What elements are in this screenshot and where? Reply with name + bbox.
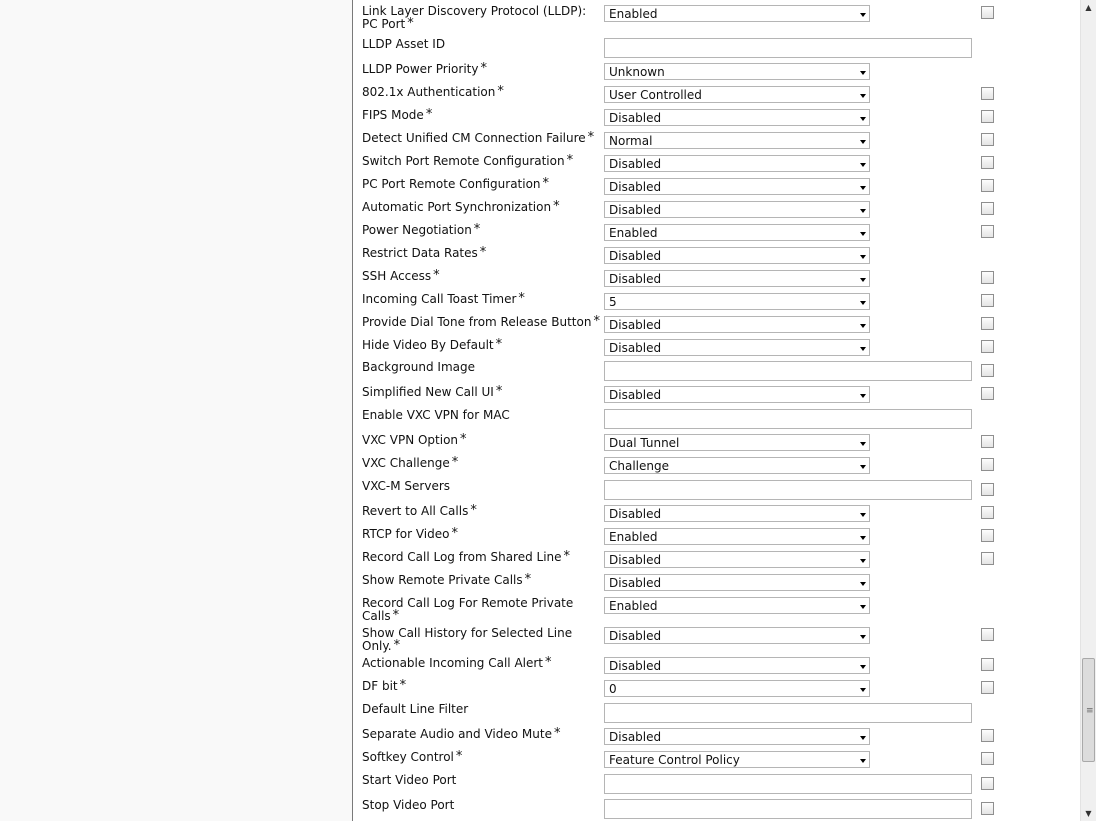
field-label [362, 178, 602, 191]
override-checkbox[interactable] [981, 133, 994, 146]
chevron-down-icon[interactable] [860, 736, 866, 740]
override-checkbox[interactable] [981, 752, 994, 765]
chevron-down-icon[interactable] [860, 688, 866, 692]
required-asterisk: * [433, 268, 440, 283]
scrollbar-thumb[interactable] [1082, 658, 1095, 762]
dropdown-select[interactable] [604, 293, 870, 310]
field-label [362, 316, 602, 329]
field-label-text: Softkey Control [362, 750, 454, 764]
required-asterisk: * [407, 16, 414, 31]
dropdown-value: Enabled [609, 7, 658, 21]
dropdown-select[interactable] [604, 155, 870, 172]
field-label [362, 457, 602, 470]
field-label-text: Show Remote Private Calls [362, 573, 523, 587]
dropdown-select[interactable] [604, 86, 870, 103]
field-label [362, 132, 602, 145]
required-asterisk: * [542, 176, 550, 191]
dropdown-select[interactable] [604, 627, 870, 644]
dropdown-value: Disabled [609, 318, 662, 332]
override-checkbox[interactable] [981, 110, 994, 123]
field-label [362, 201, 602, 214]
field-label-text: Provide Dial Tone from Release Button [362, 315, 592, 329]
field-label-text: PC Port Remote Configuration [362, 177, 541, 191]
field-label [362, 63, 602, 76]
field-label [362, 270, 602, 283]
field-label [362, 728, 602, 741]
dropdown-value: Disabled [609, 507, 662, 521]
override-checkbox[interactable] [981, 658, 994, 671]
field-label [362, 480, 602, 493]
required-asterisk: * [451, 526, 458, 541]
chevron-down-icon[interactable] [860, 536, 866, 540]
dropdown-select[interactable] [604, 5, 870, 22]
override-checkbox[interactable] [981, 179, 994, 192]
chevron-down-icon[interactable] [860, 394, 866, 398]
field-label-text: Actionable Incoming Call Alert [362, 656, 544, 670]
required-asterisk: * [479, 245, 487, 260]
dropdown-value: Disabled [609, 249, 662, 263]
field-label [362, 751, 602, 764]
field-label [362, 657, 602, 670]
override-checkbox[interactable] [981, 435, 994, 448]
text-input[interactable] [604, 799, 972, 819]
field-label-text: Show Call History for Selected Line Only. [362, 626, 573, 653]
chevron-down-icon[interactable] [860, 94, 866, 98]
required-asterisk: * [455, 749, 463, 764]
field-label-text: FIPS Mode [362, 108, 424, 122]
field-label [362, 361, 602, 374]
dropdown-value: Unknown [609, 65, 665, 79]
dropdown-select[interactable] [604, 63, 870, 80]
field-label-text: Stop Video Port [362, 798, 455, 812]
field-label-text: Record Call Log For Remote Private Calls [362, 596, 574, 623]
chevron-down-icon[interactable] [860, 605, 866, 609]
field-label-text: Detect Unified CM Connection Failure [362, 131, 586, 145]
chevron-down-icon[interactable] [860, 582, 866, 586]
dropdown-select[interactable] [604, 386, 870, 403]
dropdown-value: Disabled [609, 157, 662, 171]
dropdown-select[interactable] [604, 728, 870, 745]
field-label-text: Start Video Port [362, 773, 457, 787]
override-checkbox[interactable] [981, 777, 994, 790]
field-label [362, 505, 602, 518]
chevron-down-icon[interactable] [860, 232, 866, 236]
field-label [362, 86, 602, 99]
field-label-text: Incoming Call Toast Timer [362, 292, 517, 306]
dropdown-value: Disabled [609, 203, 662, 217]
required-asterisk: * [566, 153, 574, 168]
dropdown-select[interactable] [604, 528, 870, 545]
dropdown-value: Enabled [609, 530, 658, 544]
dropdown-select[interactable] [604, 132, 870, 149]
chevron-down-icon[interactable] [860, 117, 866, 121]
required-asterisk: * [518, 291, 525, 306]
field-label-text: Enable VXC VPN for MAC [362, 408, 510, 422]
field-label [362, 386, 602, 399]
chevron-down-icon[interactable] [860, 140, 866, 144]
text-input[interactable] [604, 774, 972, 794]
override-checkbox[interactable] [981, 294, 994, 307]
override-checkbox[interactable] [981, 87, 994, 100]
field-label [362, 680, 602, 693]
dropdown-select[interactable] [604, 574, 870, 591]
field-label [362, 38, 602, 51]
dropdown-value: Disabled [609, 180, 662, 194]
override-checkbox[interactable] [981, 729, 994, 742]
field-label [362, 109, 602, 122]
field-label-text: Simplified New Call UI [362, 385, 494, 399]
field-label-text: Automatic Port Synchronization [362, 200, 552, 214]
required-asterisk: * [524, 572, 532, 587]
field-label [362, 339, 602, 352]
field-label-text: Record Call Log from Shared Line [362, 550, 562, 564]
dropdown-select[interactable] [604, 457, 870, 474]
override-checkbox[interactable] [981, 225, 994, 238]
product-specific-config-panel [352, 0, 1081, 821]
dropdown-value: Enabled [609, 599, 658, 613]
override-checkbox[interactable] [981, 681, 994, 694]
chevron-down-icon[interactable] [860, 186, 866, 190]
field-label-text: 802.1x Authentication [362, 85, 496, 99]
required-asterisk: * [470, 503, 477, 518]
chevron-down-icon[interactable] [860, 559, 866, 563]
required-asterisk: * [393, 638, 401, 653]
field-label [362, 224, 602, 237]
field-label [362, 703, 602, 716]
field-label [362, 434, 602, 447]
field-label [362, 799, 602, 812]
field-label-text: LLDP Power Priority [362, 62, 479, 76]
field-label [362, 155, 602, 168]
chevron-down-icon[interactable] [860, 301, 866, 305]
dropdown-select[interactable] [604, 109, 870, 126]
override-checkbox[interactable] [981, 458, 994, 471]
chevron-down-icon[interactable] [860, 347, 866, 351]
dropdown-value: Enabled [609, 226, 658, 240]
field-label-text: Switch Port Remote Configuration [362, 154, 565, 168]
dropdown-value: 5 [609, 295, 617, 309]
dropdown-value: 0 [609, 682, 617, 696]
chevron-down-icon[interactable] [860, 163, 866, 167]
dropdown-select[interactable] [604, 680, 870, 697]
required-asterisk: * [545, 655, 552, 670]
override-checkbox[interactable] [981, 552, 994, 565]
scroll-down-arrow-icon[interactable]: ▼ [1085, 809, 1092, 818]
dropdown-value: Disabled [609, 553, 662, 567]
dropdown-select[interactable] [604, 657, 870, 674]
field-label [362, 597, 602, 623]
required-asterisk: * [451, 455, 459, 470]
required-asterisk: * [497, 84, 504, 99]
field-label-text: VXC Challenge [362, 456, 450, 470]
chevron-down-icon[interactable] [860, 513, 866, 517]
field-label-text: Default Line Filter [362, 702, 469, 716]
dropdown-select[interactable] [604, 751, 870, 768]
override-checkbox[interactable] [981, 628, 994, 641]
dropdown-value: Disabled [609, 341, 662, 355]
override-checkbox[interactable] [981, 156, 994, 169]
required-asterisk: * [480, 61, 487, 76]
field-label [362, 528, 602, 541]
field-label-text: Separate Audio and Video Mute [362, 727, 552, 741]
field-label-text: Background Image [362, 360, 475, 374]
field-label-text: Hide Video By Default [362, 338, 494, 352]
dropdown-select[interactable] [604, 551, 870, 568]
dropdown-value: Dual Tunnel [609, 436, 680, 450]
field-label [362, 551, 602, 564]
required-asterisk: * [460, 432, 467, 447]
override-checkbox[interactable] [981, 317, 994, 330]
required-asterisk: * [587, 130, 595, 145]
dropdown-select[interactable] [604, 247, 870, 264]
dropdown-value: Challenge [609, 459, 669, 473]
text-input[interactable] [604, 703, 972, 723]
text-input[interactable] [604, 480, 972, 500]
required-asterisk: * [392, 608, 400, 623]
required-asterisk: * [425, 107, 433, 122]
field-label-text: VXC-M Servers [362, 479, 451, 493]
chevron-down-icon[interactable] [860, 13, 866, 17]
override-checkbox[interactable] [981, 6, 994, 19]
override-checkbox[interactable] [981, 387, 994, 400]
required-asterisk: * [495, 337, 503, 352]
field-label-text: Revert to All Calls [362, 504, 469, 518]
field-label [362, 409, 602, 422]
override-checkbox[interactable] [981, 529, 994, 542]
required-asterisk: * [495, 384, 503, 399]
dropdown-value: Normal [609, 134, 653, 148]
field-label-text: Power Negotiation [362, 223, 472, 237]
field-label [362, 5, 602, 31]
dropdown-value: Disabled [609, 730, 662, 744]
dropdown-select[interactable] [604, 316, 870, 333]
dropdown-select[interactable] [604, 270, 870, 287]
dropdown-value: Disabled [609, 659, 662, 673]
field-label [362, 574, 602, 587]
dropdown-select[interactable] [604, 434, 870, 451]
dropdown-select[interactable] [604, 597, 870, 614]
chevron-down-icon[interactable] [860, 635, 866, 639]
field-label [362, 774, 602, 787]
dropdown-value: Disabled [609, 272, 662, 286]
dropdown-value: Feature Control Policy [609, 753, 740, 767]
vertical-scrollbar[interactable] [1080, 0, 1096, 821]
required-asterisk: * [473, 222, 481, 237]
text-input[interactable] [604, 409, 972, 429]
field-label-text: Restrict Data Rates [362, 246, 478, 260]
dropdown-value: Disabled [609, 629, 662, 643]
text-input[interactable] [604, 38, 972, 58]
dropdown-select[interactable] [604, 224, 870, 241]
chevron-down-icon[interactable] [860, 759, 866, 763]
field-label [362, 293, 602, 306]
field-label-text: SSH Access [362, 269, 432, 283]
required-asterisk: * [553, 199, 560, 214]
field-label-text: RTCP for Video [362, 527, 450, 541]
text-input[interactable] [604, 361, 972, 381]
dropdown-value: Disabled [609, 576, 662, 590]
chevron-down-icon[interactable] [860, 465, 866, 469]
chevron-down-icon[interactable] [860, 255, 866, 259]
chevron-down-icon[interactable] [860, 442, 866, 446]
chevron-down-icon[interactable] [860, 324, 866, 328]
required-asterisk: * [563, 549, 571, 564]
dropdown-select[interactable] [604, 178, 870, 195]
chevron-down-icon[interactable] [860, 278, 866, 282]
required-asterisk: * [399, 678, 407, 693]
override-checkbox[interactable] [981, 483, 994, 496]
grip-icon: ≡ [1086, 706, 1094, 716]
field-label-text: DF bit [362, 679, 398, 693]
dropdown-value: User Controlled [609, 88, 702, 102]
override-checkbox[interactable] [981, 506, 994, 519]
field-label [362, 247, 602, 260]
override-checkbox[interactable] [981, 802, 994, 815]
field-label-text: VXC VPN Option [362, 433, 459, 447]
override-checkbox[interactable] [981, 364, 994, 377]
dropdown-select[interactable] [604, 201, 870, 218]
dropdown-select[interactable] [604, 339, 870, 356]
override-checkbox[interactable] [981, 271, 994, 284]
field-label-text: Link Layer Discovery Protocol (LLDP): PC Port [362, 4, 587, 31]
field-label-text: LLDP Asset ID [362, 37, 446, 51]
override-checkbox[interactable] [981, 340, 994, 353]
dropdown-select[interactable] [604, 505, 870, 522]
required-asterisk: * [553, 726, 561, 741]
chevron-down-icon[interactable] [860, 665, 866, 669]
dropdown-value: Disabled [609, 111, 662, 125]
field-label [362, 627, 602, 653]
scroll-up-arrow-icon[interactable]: ▲ [1085, 3, 1092, 12]
chevron-down-icon[interactable] [860, 209, 866, 213]
override-checkbox[interactable] [981, 202, 994, 215]
dropdown-value: Disabled [609, 388, 662, 402]
chevron-down-icon[interactable] [860, 71, 866, 75]
required-asterisk: * [593, 314, 600, 329]
